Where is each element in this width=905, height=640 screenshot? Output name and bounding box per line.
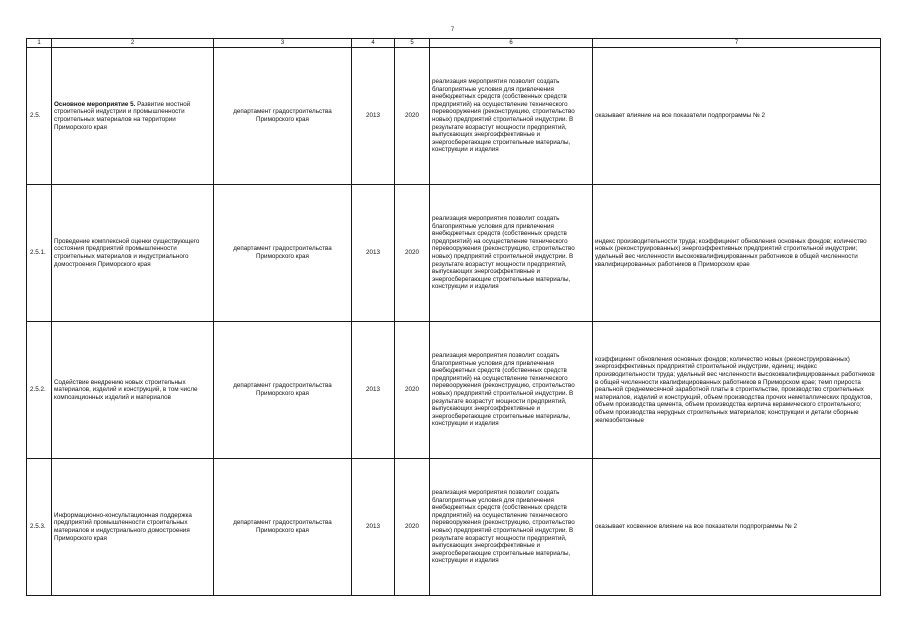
table-row [27, 185, 881, 322]
start-year-cell: 2013 [352, 48, 395, 185]
page-number: 7 [450, 27, 455, 33]
indicators-cell: индекс производительности труда; коэффициент обновления основных фондов; количество новых (реконструированных) энергоэффективных предприятий строительной индустрии; удельный вес численности высококвалифицированных работников в общей численности квалифицированных работников в Приморском крае [593, 185, 881, 322]
indicators-cell: коэффициент обновления основных фондов; количество новых (реконструированных) энергоэффективных предприятий строительной индустрии, единиц; индекс производительности труда; удельный вес численности высококвалифицированных работников в общей численности квалифицированных работников в Приморском крае; темп прироста реальной среднемесячной заработной платы в строительстве, производство строительных материалов, изделий и конструкций, объем производства прочих неметаллических продуктов, объем производства цемента, объем производства кирпича керамического строительного; объем производства нерудных строительных материалов; конструкции и детали сборные железобетонные [593, 322, 881, 459]
row-number: 2.5.1. [27, 185, 52, 322]
executor-cell: департамент градостроительства Приморского края [214, 48, 352, 185]
activity-title [52, 48, 214, 185]
header-cell: 3 [214, 39, 352, 48]
row-number: 2.5. [27, 48, 52, 185]
header-cell: 4 [352, 39, 395, 48]
activity-title-text: Проведение комплексной оценки существующего состояния предприятий промышленности строительных материалов и индустриального домостроения Приморского края [54, 237, 200, 268]
activity-title-text: Информационно-консультационная поддержка предприятий промышленности строительных материалов и индустриального домостроения Приморского края [54, 511, 192, 542]
indicators-cell: оказывает косвенное влияние на все показатели подпрограммы № 2 [593, 459, 881, 596]
row-number: 2.5.3. [27, 459, 52, 596]
table-row [27, 322, 881, 459]
expected-result-cell: реализация мероприятия позволит создать благоприятные условия для привлечения внебюджетных средств (собственных средств предприятий) на осуществление технического перевооружения (реконструкцию, строительство новых) предприятий строительной индустрии. В результате возрастут мощности предприятий, выпускающих энергоэффективные и энергосберегающие строительные материалы, конструкции и изделия [430, 185, 593, 322]
expected-result-cell: реализация мероприятия позволит создать благоприятные условия для привлечения внебюджетных средств (собственных средств предприятий) на осуществление технического перевооружения (реконструкцию, строительство новых) предприятий строительной индустрии. В результате возрастут мощности предприятий, выпускающих энергоэффективные и энергосберегающие строительные материалы, конструкции и изделия [430, 48, 593, 185]
header-cell: 2 [52, 39, 214, 48]
end-year-cell: 2020 [395, 459, 430, 596]
start-year-cell: 2013 [352, 459, 395, 596]
header-row [27, 39, 881, 48]
activity-title-text: Содействие внедрению новых строительных материалов, изделий и конструкций, в том числе композиционных изделий и материалов [54, 378, 198, 401]
activity-title [52, 185, 214, 322]
activity-title [52, 322, 214, 459]
end-year-cell: 2020 [395, 185, 430, 322]
program-table [26, 38, 881, 596]
table-row [27, 48, 881, 185]
header-cell: 7 [593, 39, 881, 48]
activity-title [52, 459, 214, 596]
header-cell: 6 [430, 39, 593, 48]
executor-cell: департамент градостроительства Приморского края [214, 185, 352, 322]
header-cell: 1 [27, 39, 52, 48]
end-year-cell: 2020 [395, 322, 430, 459]
row-number: 2.5.2. [27, 322, 52, 459]
table-row [27, 459, 881, 596]
start-year-cell: 2013 [352, 185, 395, 322]
indicators-cell: оказывает влияние на все показатели подпрограммы № 2 [593, 48, 881, 185]
executor-cell: департамент градостроительства Приморского края [214, 459, 352, 596]
executor-cell: департамент градостроительства Приморского края [214, 322, 352, 459]
activity-title-bold: Основное мероприятие 5. [54, 100, 136, 108]
expected-result-cell: реализация мероприятия позволит создать благоприятные условия для привлечения внебюджетных средств (собственных средств предприятий) на осуществление технического перевооружения (реконструкцию, строительство новых) предприятий строительной индустрии. В результате возрастут мощности предприятий, выпускающих энергоэффективные и энергосберегающие строительные материалы, конструкции и изделия [430, 322, 593, 459]
end-year-cell: 2020 [395, 48, 430, 185]
header-cell: 5 [395, 39, 430, 48]
start-year-cell: 2013 [352, 322, 395, 459]
activity-title-text: Развитие мостной строительной индустрии и промышленности строительных материалов на территории Приморского края [54, 100, 191, 131]
expected-result-cell: реализация мероприятия позволит создать благоприятные условия для привлечения внебюджетных средств (собственных средств предприятий) на осуществление технического перевооружения (реконструкцию, строительство новых) предприятий строительной индустрии. В результате возрастут мощности предприятий, выпускающих энергоэффективные и энергосберегающие строительные материалы, конструкции и изделия [430, 459, 593, 596]
